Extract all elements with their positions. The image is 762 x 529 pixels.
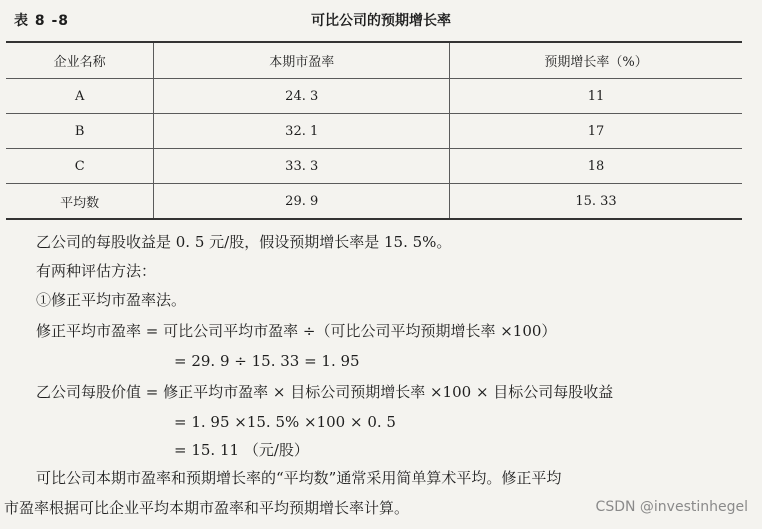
column-header-growth: 预期增长率（%） [450,42,742,79]
eps-statement: 乙公司的每股收益是 0. 5 元/股，假设预期增长率是 15. 5%。 [36,233,452,251]
cell-growth: 17 [450,114,742,149]
formula-share-value-result: = 15. 11 （元/股） [174,441,309,459]
table-number: 表 8 -8 [14,13,70,29]
cell-growth: 11 [450,79,742,114]
table-row [6,114,742,149]
table-row-average [6,184,742,220]
column-header-pe: 本期市盈率 [154,42,450,79]
cell-company: B [6,114,154,149]
formula-adjusted-pe: 修正平均市盈率 = 可比公司平均市盈率 ÷（可比公司平均预期增长率 ×100） [36,322,557,340]
column-header-company: 企业名称 [6,42,154,79]
formula-adjusted-pe-result: = 29. 9 ÷ 15. 33 = 1. 95 [174,352,360,370]
method-one-heading: ①修正平均市盈率法。 [36,291,187,309]
methods-intro: 有两种评估方法： [36,262,157,280]
table-caption [0,10,762,34]
note-line-1: 可比公司本期市盈率和预期增长率的“平均数”通常采用简单算术平均。修正平均 [36,469,562,487]
cell-pe: 32. 1 [154,114,450,149]
table-row [6,79,742,114]
formula-share-value: 乙公司每股价值 = 修正平均市盈率 × 目标公司预期增长率 ×100 × 目标公司每股收益 [36,383,614,401]
cell-growth: 15. 33 [450,184,742,220]
csdn-watermark: CSDN @investinhegel [595,499,748,515]
growth-rate-table [6,41,742,220]
table-row [6,149,742,184]
cell-growth: 18 [450,149,742,184]
note-line-2: 市盈率根据可比企业平均本期市盈率和平均预期增长率计算。 [4,499,410,517]
cell-pe: 33. 3 [154,149,450,184]
cell-pe: 24. 3 [154,79,450,114]
cell-company: A [6,79,154,114]
cell-company: C [6,149,154,184]
table-header-row [6,42,742,79]
cell-company: 平均数 [6,184,154,220]
cell-pe: 29. 9 [154,184,450,220]
table-title: 可比公司的预期增长率 [311,13,451,29]
formula-share-value-step: = 1. 95 ×15. 5% ×100 × 0. 5 [174,413,396,431]
